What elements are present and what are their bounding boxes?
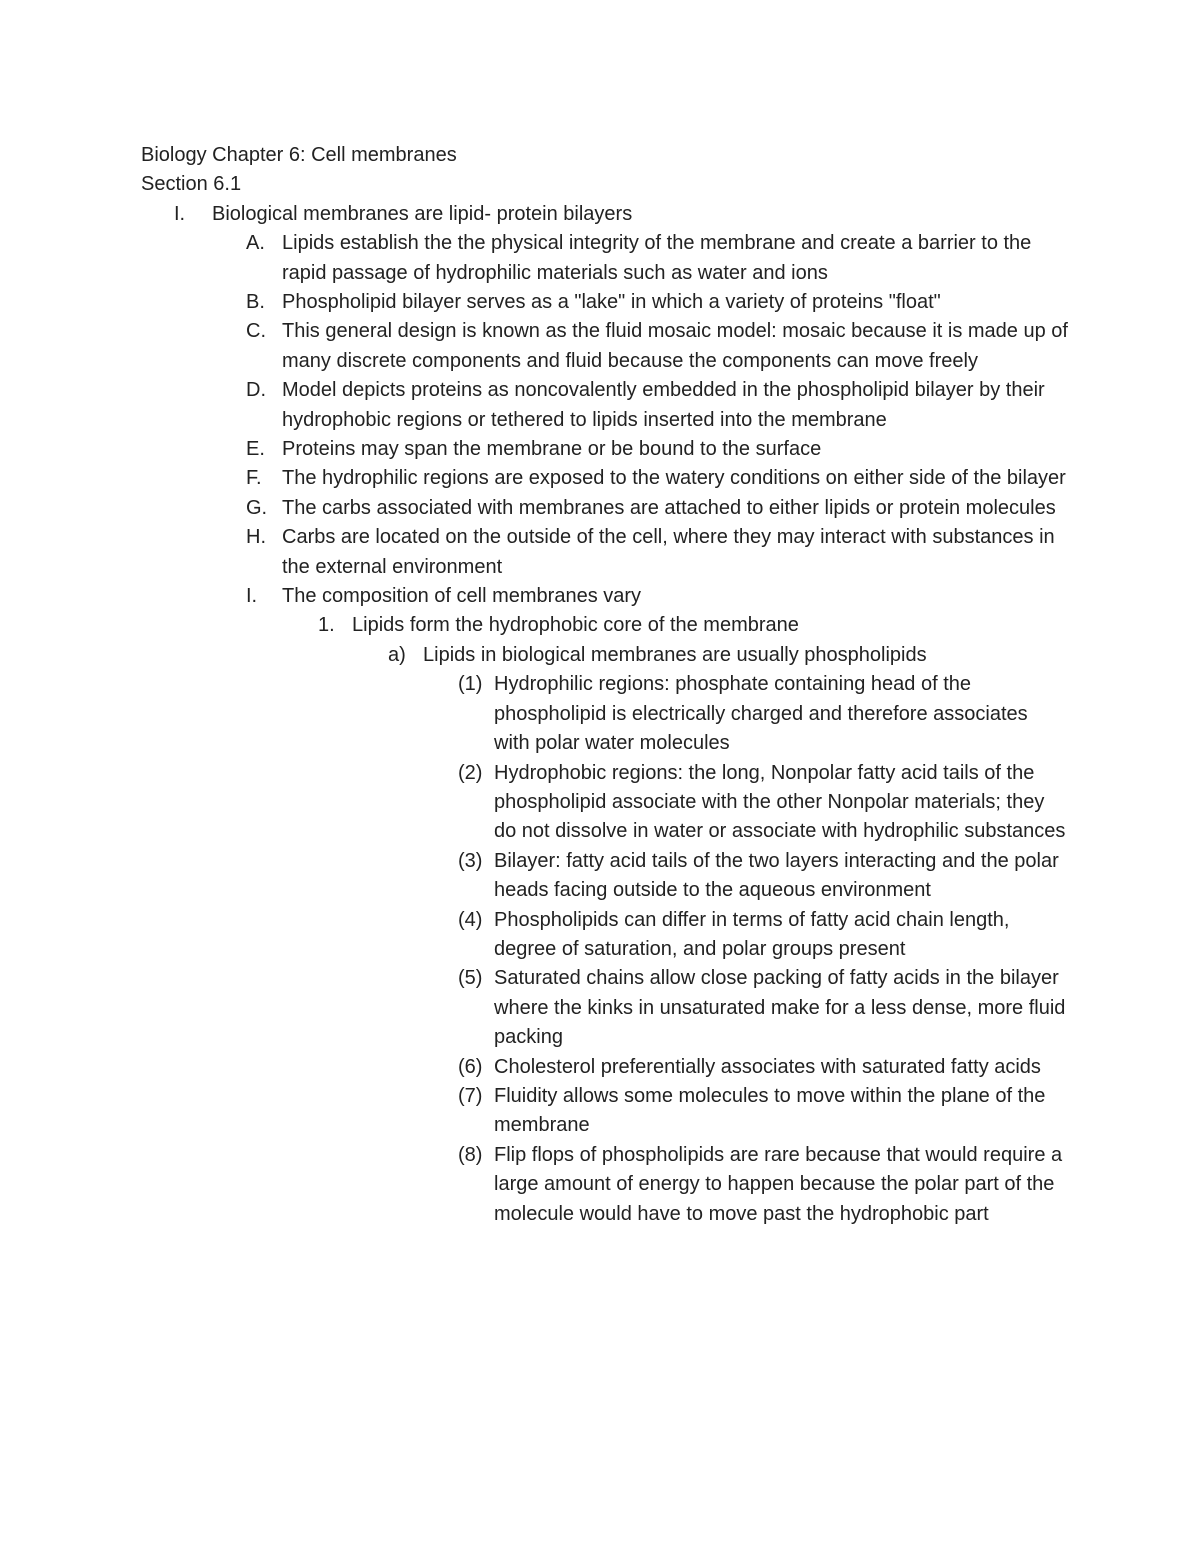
outline-marker: (6): [458, 1055, 483, 1078]
outline-marker: B.: [246, 291, 265, 314]
outline-list: [0, 200, 1200, 1229]
outline-item: [0, 494, 1200, 523]
outline-text: Lipids in biological membranes are usually phospholipids: [423, 643, 927, 666]
outline-marker: (4): [458, 908, 483, 931]
outline-marker: E.: [246, 438, 265, 461]
outline-item: [0, 582, 1200, 611]
outline-marker: G.: [246, 496, 268, 519]
outline-text: Carbs are located on the outside of the cell, where they may interact with substances in the external environment: [282, 526, 1055, 578]
outline-text: Cholesterol preferentially associates with saturated fatty acids: [494, 1055, 1041, 1078]
outline-marker: (8): [458, 1143, 483, 1166]
outline-text: Phospholipids can differ in terms of fatty acid chain length, degree of saturation, and polar groups present: [494, 908, 1010, 960]
outline-item: [0, 229, 1200, 288]
outline-item: [0, 376, 1200, 435]
outline-marker: C.: [246, 320, 266, 343]
outline-marker: (1): [458, 673, 483, 696]
outline-text: Phospholipid bilayer serves as a "lake" in which a variety of proteins "float": [282, 291, 941, 314]
outline-marker: F.: [246, 467, 262, 490]
outline-text: Saturated chains allow close packing of fatty acids in the bilayer where the kinks in unsaturated make for a less dense, more fluid packing: [494, 967, 1066, 1049]
outline-item: [0, 670, 1200, 758]
outline-text: Hydrophobic regions: the long, Nonpolar fatty acid tails of the phospholipid associate with the other Nonpolar materials; they do not dissolve in water or associate with hydrophilic substances: [494, 761, 1066, 843]
outline-item: [0, 435, 1200, 464]
document-title: Biology Chapter 6: Cell membranes: [141, 144, 457, 166]
outline-marker: H.: [246, 526, 266, 549]
outline-text: Flip flops of phospholipids are rare because that would require a large amount of energy to happen because the polar part of the molecule would have to move past the hydrophobic part: [494, 1143, 1063, 1225]
outline-text: Biological membranes are lipid- protein bilayers: [212, 202, 633, 225]
outline-item: [0, 906, 1200, 965]
outline-item: [0, 464, 1200, 493]
outline-text: Hydrophilic regions: phosphate containing head of the phospholipid is electrically charged and therefore associates with polar water molecules: [494, 673, 1028, 755]
outline-text: Model depicts proteins as noncovalently embedded in the phospholipid bilayer by their hydrophobic regions or tethered to lipids inserted into the membrane: [282, 379, 1045, 431]
outline-marker: (5): [458, 967, 483, 990]
outline-text: Bilayer: fatty acid tails of the two layers interacting and the polar heads facing outside to the aqueous environment: [494, 849, 1059, 902]
outline-marker: (3): [458, 849, 483, 872]
outline-marker: D.: [246, 379, 266, 402]
outline-marker: (7): [458, 1084, 483, 1107]
outline-text: Lipids establish the the physical integrity of the membrane and create a barrier to the rapid passage of hydrophilic materials such as water and ions: [282, 232, 1032, 284]
outline-item: [0, 641, 1200, 670]
outline-marker: I.: [246, 585, 258, 608]
outline-item: [0, 288, 1200, 317]
outline-text: The hydrophilic regions are exposed to the watery conditions on either side of the bilayer: [282, 467, 1066, 490]
outline-item: [0, 1082, 1200, 1141]
outline-item: [0, 317, 1200, 376]
outline-item: [0, 523, 1200, 582]
outline-text: Proteins may span the membrane or be bound to the surface: [282, 438, 822, 461]
outline-item: [0, 964, 1200, 1052]
outline-marker: I.: [174, 202, 186, 225]
section-heading: Section 6.1: [141, 173, 242, 196]
outline-text: The carbs associated with membranes are attached to either lipids or protein molecules: [282, 496, 1056, 519]
outline-marker: a): [388, 643, 406, 666]
outline-item: [0, 847, 1200, 906]
outline-text: The composition of cell membranes vary: [282, 585, 642, 608]
outline-marker: (2): [458, 761, 483, 784]
outline-item: [0, 611, 1200, 640]
outline-marker: A.: [246, 232, 265, 255]
outline-marker: 1.: [318, 614, 335, 637]
outline-text: Lipids form the hydrophobic core of the membrane: [352, 614, 799, 637]
outline-text: This general design is known as the fluid mosaic model: mosaic because it is made up of many discrete components and fluid because the components can move freely: [282, 320, 1068, 372]
outline-item: [0, 759, 1200, 847]
outline-item: [0, 1141, 1200, 1229]
outline-item: [0, 200, 1200, 229]
outline-item: [0, 1053, 1200, 1082]
outline-text: Fluidity allows some molecules to move within the plane of the membrane: [494, 1084, 1046, 1137]
